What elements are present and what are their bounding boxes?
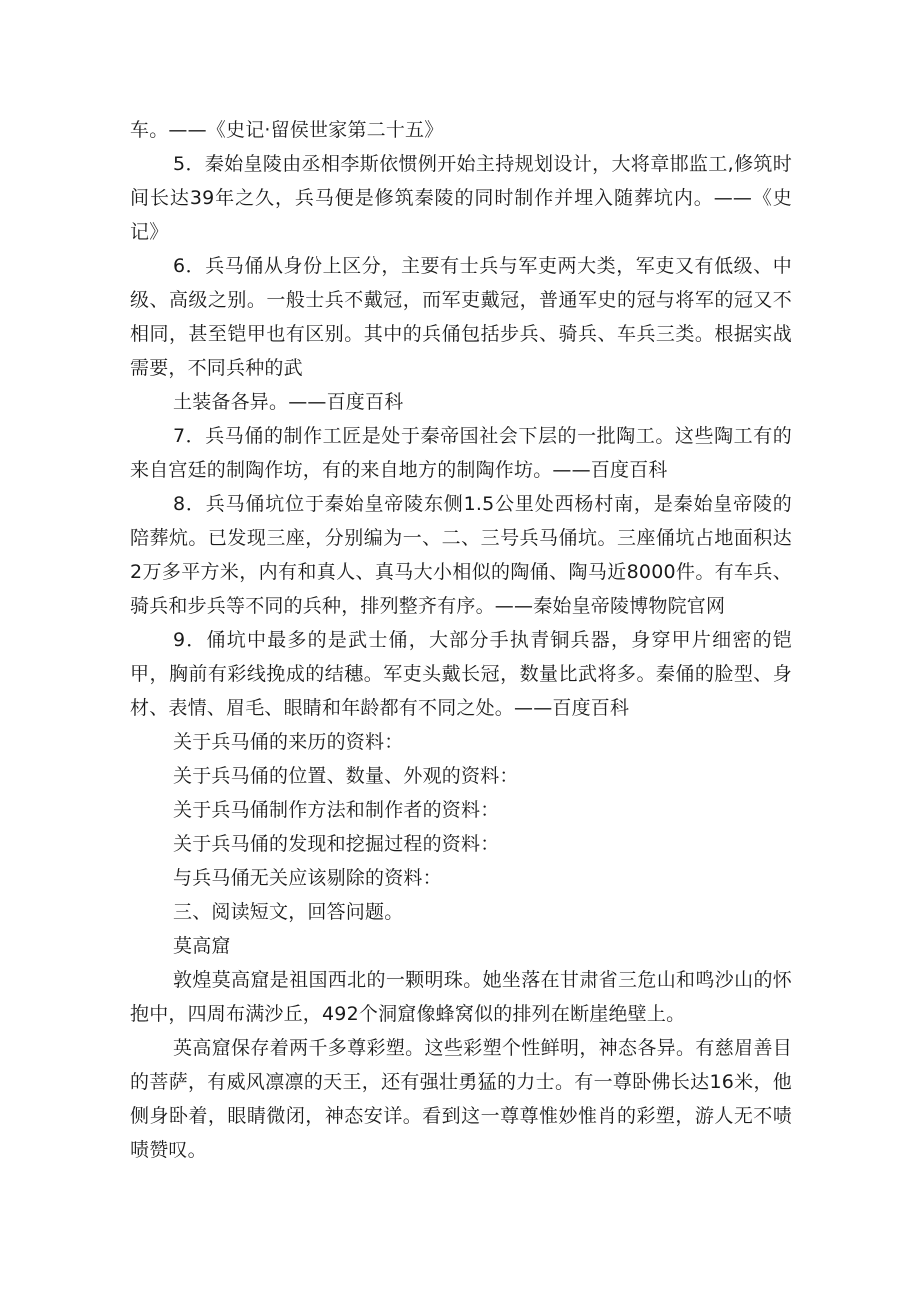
article-paragraph-1: 敦煌莫高窟是祖国西北的一颗明珠。她坐落在甘肃省三危山和鸣沙山的怀抱中，四周布满沙丘，492个洞窟像蜂窝似的排列在断崖绝壁上。 [130, 969, 792, 1025]
paragraph-item-5: 5．秦始皇陵由丞相李斯依惯例开始主持规划设计，大将章邯监工,修筑时间长达39年之久，兵马便是修筑秦陵的同时制作并埋入随葬坑内。——《史记》 [130, 153, 792, 243]
answer-label-irrelevant: 与兵马俑无关应该剔除的资料： [173, 867, 442, 889]
answer-label-making: 关于兵马俑制作方法和制作者的资料： [173, 799, 500, 821]
paragraph-item-6-continued: 土装备各异。——百度百科 [173, 391, 404, 413]
section-heading: 三、阅读短文，回答问题。 [173, 901, 404, 923]
article-paragraph-2: 英高窟保存着两千多尊彩塑。这些彩塑个性鲜明，神态各异。有慈眉善目的菩萨，有威风凛凛的天王，还有强壮勇猛的力士。有一尊卧佛长达16米，他侧身卧着，眼睛微闭，神态安详。看到这一尊尊惟妙惟肖的彩塑，游人无不啧啧赞叹。 [130, 1037, 792, 1161]
document-body [130, 113, 792, 1167]
paragraph-item-6: 6．兵马俑从身份上区分，主要有士兵与军吏两大类，军吏又有低级、中级、高级之别。一般士兵不戴冠，而军吏戴冠，普通军史的冠与将军的冠又不相同，甚至铠甲也有区别。其中的兵俑包括步兵、骑兵、车兵三类。根据实战需要，不同兵种的武 [130, 255, 792, 379]
answer-label-location: 关于兵马俑的位置、数量、外观的资料： [173, 765, 519, 787]
paragraph-item-8: 8．兵马俑坑位于秦始皇帝陵东侧1.5公里处西杨村南，是秦始皇帝陵的陪葬炕。已发现三座，分别编为一、二、三号兵马俑坑。三座俑坑占地面积达2万多平方米，内有和真人、真马大小相似的陶俑、陶马近8000件。有车兵、骑兵和步兵等不同的兵种，排列整齐有序。——秦始皇帝陵博物院官网 [130, 493, 792, 617]
article-title: 莫高窟 [173, 935, 231, 957]
answer-label-discovery: 关于兵马俑的发现和挖掘过程的资料： [173, 833, 500, 855]
paragraph-item-7: 7．兵马俑的制作工匠是处于秦帝国社会下层的一批陶工。这些陶工有的来自宫廷的制陶作坊，有的来自地方的制陶作坊。——百度百科 [130, 425, 792, 481]
answer-label-origin: 关于兵马俑的来历的资料： [173, 731, 404, 753]
paragraph-citation-tail: 车。——《史记·留侯世家第二十五》 [130, 119, 444, 141]
paragraph-item-9: 9．俑坑中最多的是武士俑，大部分手执青铜兵器，身穿甲片细密的铠甲，胸前有彩线挽成的结穗。军吏头戴长冠，数量比武将多。秦俑的脸型、身材、表情、眉毛、眼睛和年龄都有不同之处。——百度百科 [130, 629, 792, 719]
